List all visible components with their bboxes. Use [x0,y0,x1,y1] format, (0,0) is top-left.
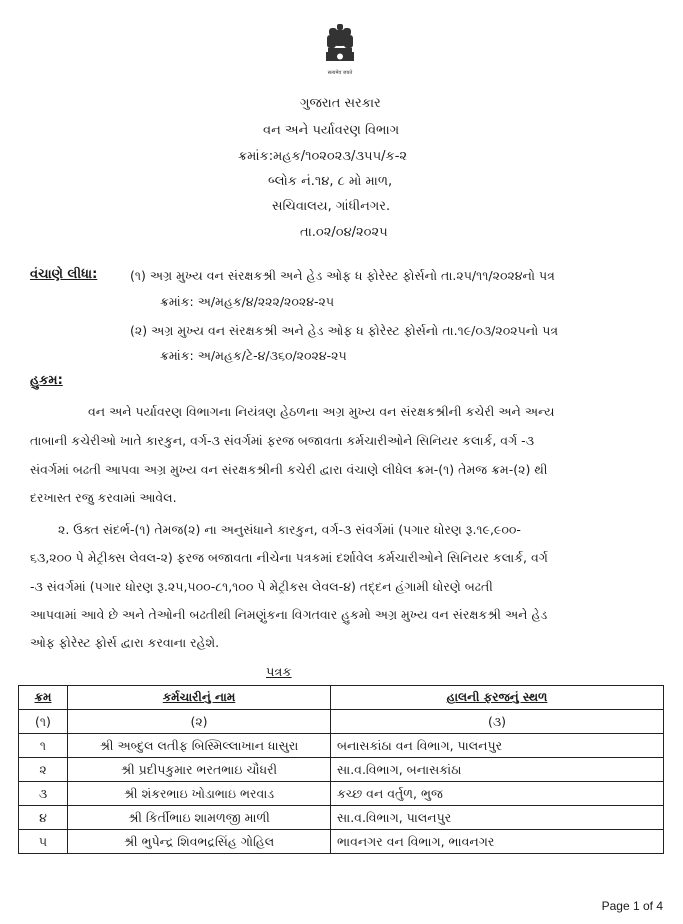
table-row [19,758,664,782]
order-paragraph-1-line-2: તાબાની કચેરીઓ ખાતે કારકુન, વર્ગ-૩ સંવર્ગમાં ફરજ બજાવતા કર્મચારીઓને સિનિયર કલાર્ક, વર્ગ -૩ [30,433,535,448]
row-employee-name: શ્રી શંકરભાઇ ખોડાભાઇ ભરવાડ [68,782,331,806]
order-number: ક્રમાંક:મહક/૧૦૨૦૨૩/૩૫૫/ક-૨ [238,149,408,164]
row-current-posting: સા.વ.વિભાગ, પાલનપુર [331,806,664,830]
employee-table [18,685,664,854]
order-paragraph-2-line-2: ૬૩,૨૦૦ પે મેટ્રીક્સ લેવલ-૨) ફરજ બજાવતા નીચેના પત્રકમાં દર્શાવેલ કર્મચારીઓને સિનિયર કલાર્ક, વર્ગ [30,550,548,565]
order-paragraph-2-line-1: ૨. ઉક્ત સંદર્ભ-(૧) તેમજ(૨) ના અનુસંધાને કારકુન, વર્ગ-૩ સંવર્ગમાં (પગાર ધોરણ રૂ.૧૯,૯૦૦- [58,522,521,537]
table-row [19,734,664,758]
row-serial: ૨ [19,758,68,782]
header-employee-name: કર્મચારીનું નામ [68,686,331,710]
col-number-1: (૧) [19,710,68,734]
table-header-row [19,686,664,710]
row-current-posting: ભાવનગર વન વિભાગ, ભાવનગર [331,830,664,854]
row-serial: ૩ [19,782,68,806]
order-paragraph-1-line-1: વન અને પર્યાવરણ વિભાગના નિયંત્રણ હેઠળના અગ્ર મુખ્ય વન સંરક્ષકશ્રીની કચેરી અને અન્ય [88,404,555,419]
emblem-caption: सत्यमेव जयते [327,70,353,76]
references-label: વંચાણે લીધા: [30,267,98,282]
reference-1-line-1: (૧) અગ્ર મુખ્ય વન સંરક્ષકશ્રી અને હેડ ઓફ ધ ફોરેસ્ટ ફોર્સનો તા.૨૫/૧૧/૨૦૨૪નો પત્ર [130,268,555,283]
national-emblem-icon [320,22,360,80]
row-employee-name: શ્રી કિર્તીભાઇ શામળજી માળી [68,806,331,830]
secretariat-address: સચિવાલય, ગાંધીનગર. [272,199,391,214]
row-current-posting: બનાસકાંઠા વન વિભાગ, પાલનપુર [331,734,664,758]
order-date: તા.૦૨/૦૪/૨૦૨૫ [300,225,388,240]
department-name: વન અને પર્યાવરણ વિભાગ [263,123,400,138]
table-title: પત્રક [266,665,292,680]
row-current-posting: કચ્છ વન વર્તુળ, ભુજ [331,782,664,806]
col-number-3: (૩) [331,710,664,734]
row-employee-name: શ્રી પ્રદીપકુમાર ભરતભાઇ ચૌધરી [68,758,331,782]
block-address: બ્લોક નં.૧૪, ૮ મો માળ, [268,174,393,189]
row-employee-name: શ્રી ભુપેન્દ્ર શિવભદ્રસિંહ ગોહિલ [68,830,331,854]
government-name: ગુજરાત સરકાર [300,96,381,111]
header-serial: ક્રમ [19,686,68,710]
order-paragraph-2-line-3: -૩ સંવર્ગમાં (પગાર ધોરણ રૂ.૨૫,૫૦૦-૮૧,૧૦૦ પે મેટ્રીકસ લેવલ-૪) તદ્દન હંગામી ધોરણે બઢતી [30,579,493,594]
row-employee-name: શ્રી અબ્દુલ લતીફ બિસ્મિલ્લાખાન ધાસુરા [68,734,331,758]
row-current-posting: સા.વ.વિભાગ, બનાસકાંઠા [331,758,664,782]
table-row [19,806,664,830]
page-number: Page 1 of 4 [601,899,663,913]
table-row [19,782,664,806]
table-row [19,830,664,854]
table-column-numbers-row [19,710,664,734]
row-serial: ૪ [19,806,68,830]
reference-2-line-2: ક્રમાંક: અ/મહક/ટે-૪/૩૬૦/૨૦૨૪-૨૫ [160,348,347,363]
order-label: હુકમ: [30,373,63,388]
col-number-2: (૨) [68,710,331,734]
row-serial: ૧ [19,734,68,758]
order-paragraph-1-line-3: સંવર્ગમાં બઢતી આપવા અગ્ર મુખ્ય વન સંરક્ષકશ્રીની કચેરી દ્વારા વંચાણે લીધેલ ક્રમ-(૧) તેમજ ક્રમ-(૨) થી [30,462,548,477]
reference-1-line-2: ક્રમાંક: અ/મહક/૪/૨૨૨/૨૦૨૪-૨૫ [160,294,335,309]
order-paragraph-2-line-5: ઓફ ફોરેસ્ટ ફોર્સ દ્વારા કરવાના રહેશે. [30,635,220,650]
header-current-posting: હાલની ફરજનું સ્થળ [331,686,664,710]
order-paragraph-2-line-4: આપવામાં આવે છે અને તેઓની બઢતીથી નિમણુંકના વિગતવાર હુકમો અગ્ર મુખ્ય વન સંરક્ષકશ્રી અને હેડ [30,607,548,622]
order-paragraph-1-line-4: દરખાસ્ત રજુ કરવામાં આવેલ. [30,490,177,505]
row-serial: ૫ [19,830,68,854]
reference-2-line-1: (૨) અગ્ર મુખ્ય વન સંરક્ષકશ્રી અને હેડ ઓફ ધ ફોરેસ્ટ ફોર્સનો તા.૧૯/૦૩/૨૦૨૫નો પત્ર [130,323,559,338]
